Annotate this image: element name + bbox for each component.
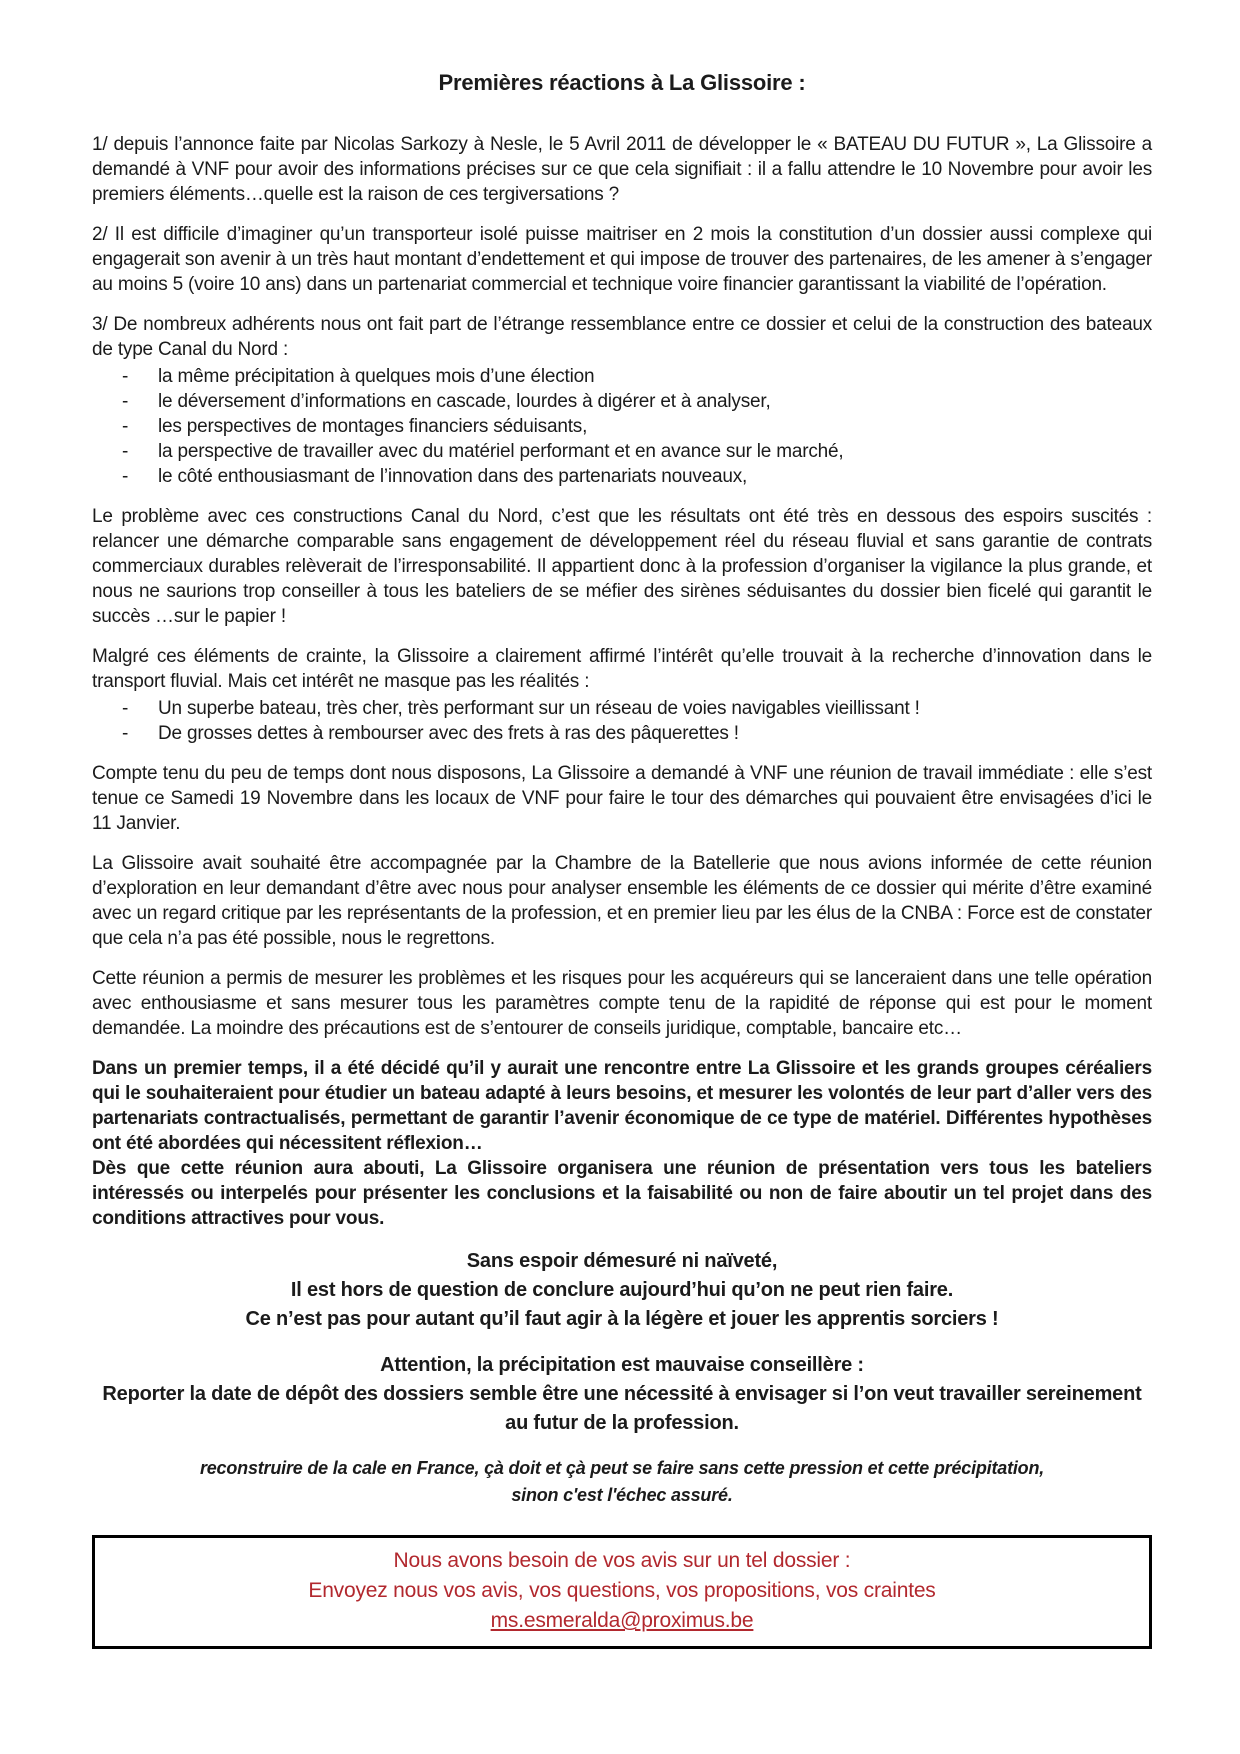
list-item [92, 696, 1152, 721]
dash-marker: - [122, 723, 129, 744]
centered-statement-attention [92, 1351, 1152, 1438]
document-title: Premières réactions à La Glissoire : [438, 70, 806, 95]
callout-line-2: Envoyez nous vos avis, vos questions, vos propositions, vos craintes [308, 1579, 936, 1602]
callout-box [92, 1535, 1152, 1649]
bullet-list-canal-du-nord [92, 364, 1152, 489]
paragraph-9-part-1: Dans un premier temps, il a été décidé qu’il y aurait une rencontre entre La Glissoire et les grands groupes céréaliers qui le souhaiteraient pour étudier un bateau adapté à leurs besoins, et mesurer les volontés de leur part d’aller vers des partenariats contractualisés, permettant de garantir l’avenir économique de ce type de matériel. Différentes hypothèses ont été abordées qui nécessitent réflexion… [92, 1058, 1152, 1154]
bullet-text: Un superbe bateau, très cher, très performant sur un réseau de voies navigables vieillissant ! [158, 698, 920, 719]
dash-marker: - [122, 416, 129, 437]
statement-line: Ce n’est pas pour autant qu’il faut agir à la légère et jouer les apprentis sorciers ! [245, 1308, 999, 1330]
statement-line: Attention, la précipitation est mauvaise conseillère : [380, 1354, 864, 1376]
paragraph-5-intro: Malgré ces éléments de crainte, la Glissoire a clairement affirmé l’intérêt qu’elle trouvait à la recherche d’innovation dans le transport fluvial. Mais cet intérêt ne masque pas les réalités : [92, 646, 1152, 692]
centered-statement-espoir [92, 1247, 1152, 1334]
paragraph-3-intro: 3/ De nombreux adhérents nous ont fait part de l’étrange ressemblance entre ce dossier et celui de la construction des bateaux de type Canal du Nord : [92, 314, 1152, 360]
paragraph-4-probleme: Le problème avec ces constructions Canal du Nord, c’est que les résultats ont été très en dessous des espoirs suscités : relancer une démarche comparable sans engagement de développement réel du réseau fluvial et sans garantie de contrats commerciaux durables relèverait de l’irresponsabilité. Il appartient donc à la profession d’organiser la vigilance la plus grande, et nous ne saurions trop conseiller à tous les bateliers de se méfier des sirènes séduisantes du dossier bien ficelé qui garantit le succès …sur le papier ! [92, 506, 1152, 627]
paragraph-6-reunion-vnf: Compte tenu du peu de temps dont nous disposons, La Glissoire a demandé à VNF une réunion de travail immédiate : elle s’est tenue ce Samedi 19 Novembre dans les locaux de VNF pour faire le tour des démarches qui pouvaient être envisagées d’ici le 11 Janvier. [92, 763, 1152, 834]
bullet-text: De grosses dettes à rembourser avec des frets à ras des pâquerettes ! [158, 723, 739, 744]
paragraph-9-decision-bold [92, 1056, 1152, 1231]
bullet-text: le côté enthousiasmant de l’innovation dans des partenariats nouveaux, [158, 466, 748, 487]
statement-line: Il est hors de question de conclure aujourd’hui qu’on ne peut rien faire. [290, 1279, 954, 1301]
dash-marker: - [122, 698, 129, 719]
italic-note-reconstruire: reconstruire de la cale en France, çà doit et çà peut se faire sans cette pression et cette précipitation, sinon c'est l'échec assuré. [199, 1458, 1045, 1505]
statement-line: Reporter la date de dépôt des dossiers semble être une nécessité à envisager si l’on veut travailler sereinement au futur de la profession. [102, 1383, 1142, 1434]
list-item [92, 721, 1152, 746]
paragraph-9-part-2: Dès que cette réunion aura abouti, La Glissoire organisera une réunion de présentation vers tous les bateliers intéressés ou interpelés pour présenter les conclusions et la faisabilité ou non de faire aboutir un tel projet dans des conditions attractives pour vous. [92, 1158, 1152, 1229]
list-item [92, 364, 1152, 389]
dash-marker: - [122, 391, 129, 412]
dash-marker: - [122, 441, 129, 462]
paragraph-8-risques: Cette réunion a permis de mesurer les problèmes et les risques pour les acquéreurs qui se lanceraient dans une telle opération avec enthousiasme et sans mesurer tous les paramètres compte tenu de la rapidité de réponse qui est pour le moment demandée. La moindre des précautions est de s’entourer de conseils juridique, comptable, bancaire etc… [92, 968, 1152, 1039]
paragraph-1-annonce: 1/ depuis l’annonce faite par Nicolas Sarkozy à Nesle, le 5 Avril 2011 de développer le « BATEAU DU FUTUR », La Glissoire a demandé à VNF pour avoir des informations précises sur ce que cela signifiait : il a fallu attendre le 10 Novembre pour avoir les premiers éléments…quelle est la raison de ces tergiversations ? [92, 134, 1152, 205]
callout-line-1: Nous avons besoin de vos avis sur un tel dossier : [393, 1549, 851, 1572]
bullet-text: la même précipitation à quelques mois d’une élection [158, 366, 595, 387]
dash-marker: - [122, 366, 129, 387]
list-item [92, 439, 1152, 464]
bullet-text: les perspectives de montages financiers séduisants, [158, 416, 588, 437]
email-link[interactable]: ms.esmeralda@proximus.be [490, 1609, 754, 1632]
list-item [92, 464, 1152, 489]
bullet-list-realites [92, 696, 1152, 746]
paragraph-2-difficulte: 2/ Il est difficile d’imaginer qu’un transporteur isolé puisse maitriser en 2 mois la constitution d’un dossier aussi complexe qui engagerait son avenir à un très haut montant d’endettement et qui impose de trouver des partenaires, de les amener à s’engager au moins 5 (voire 10 ans) dans un partenariat commercial et technique voire financier garantissant la viabilité de l’opération. [92, 224, 1152, 295]
paragraph-7-chambre-batellerie: La Glissoire avait souhaité être accompagnée par la Chambre de la Batellerie que nous avions informée de cette réunion d’exploration en leur demandant d’être avec nous pour analyser ensemble les éléments de ce dossier qui mérite d’être examiné avec un regard critique par les représentants de la profession, et en premier lieu par les élus de la CNBA : Force est de constater que cela n’a pas été possible, nous le regrettons. [92, 853, 1152, 949]
list-item [92, 414, 1152, 439]
bullet-text: le déversement d’informations en cascade, lourdes à digérer et à analyser, [158, 391, 771, 412]
list-item [92, 389, 1152, 414]
statement-line: Sans espoir démesuré ni naïveté, [466, 1250, 778, 1272]
dash-marker: - [122, 466, 129, 487]
bullet-text: la perspective de travailler avec du matériel performant et en avance sur le marché, [158, 441, 844, 462]
